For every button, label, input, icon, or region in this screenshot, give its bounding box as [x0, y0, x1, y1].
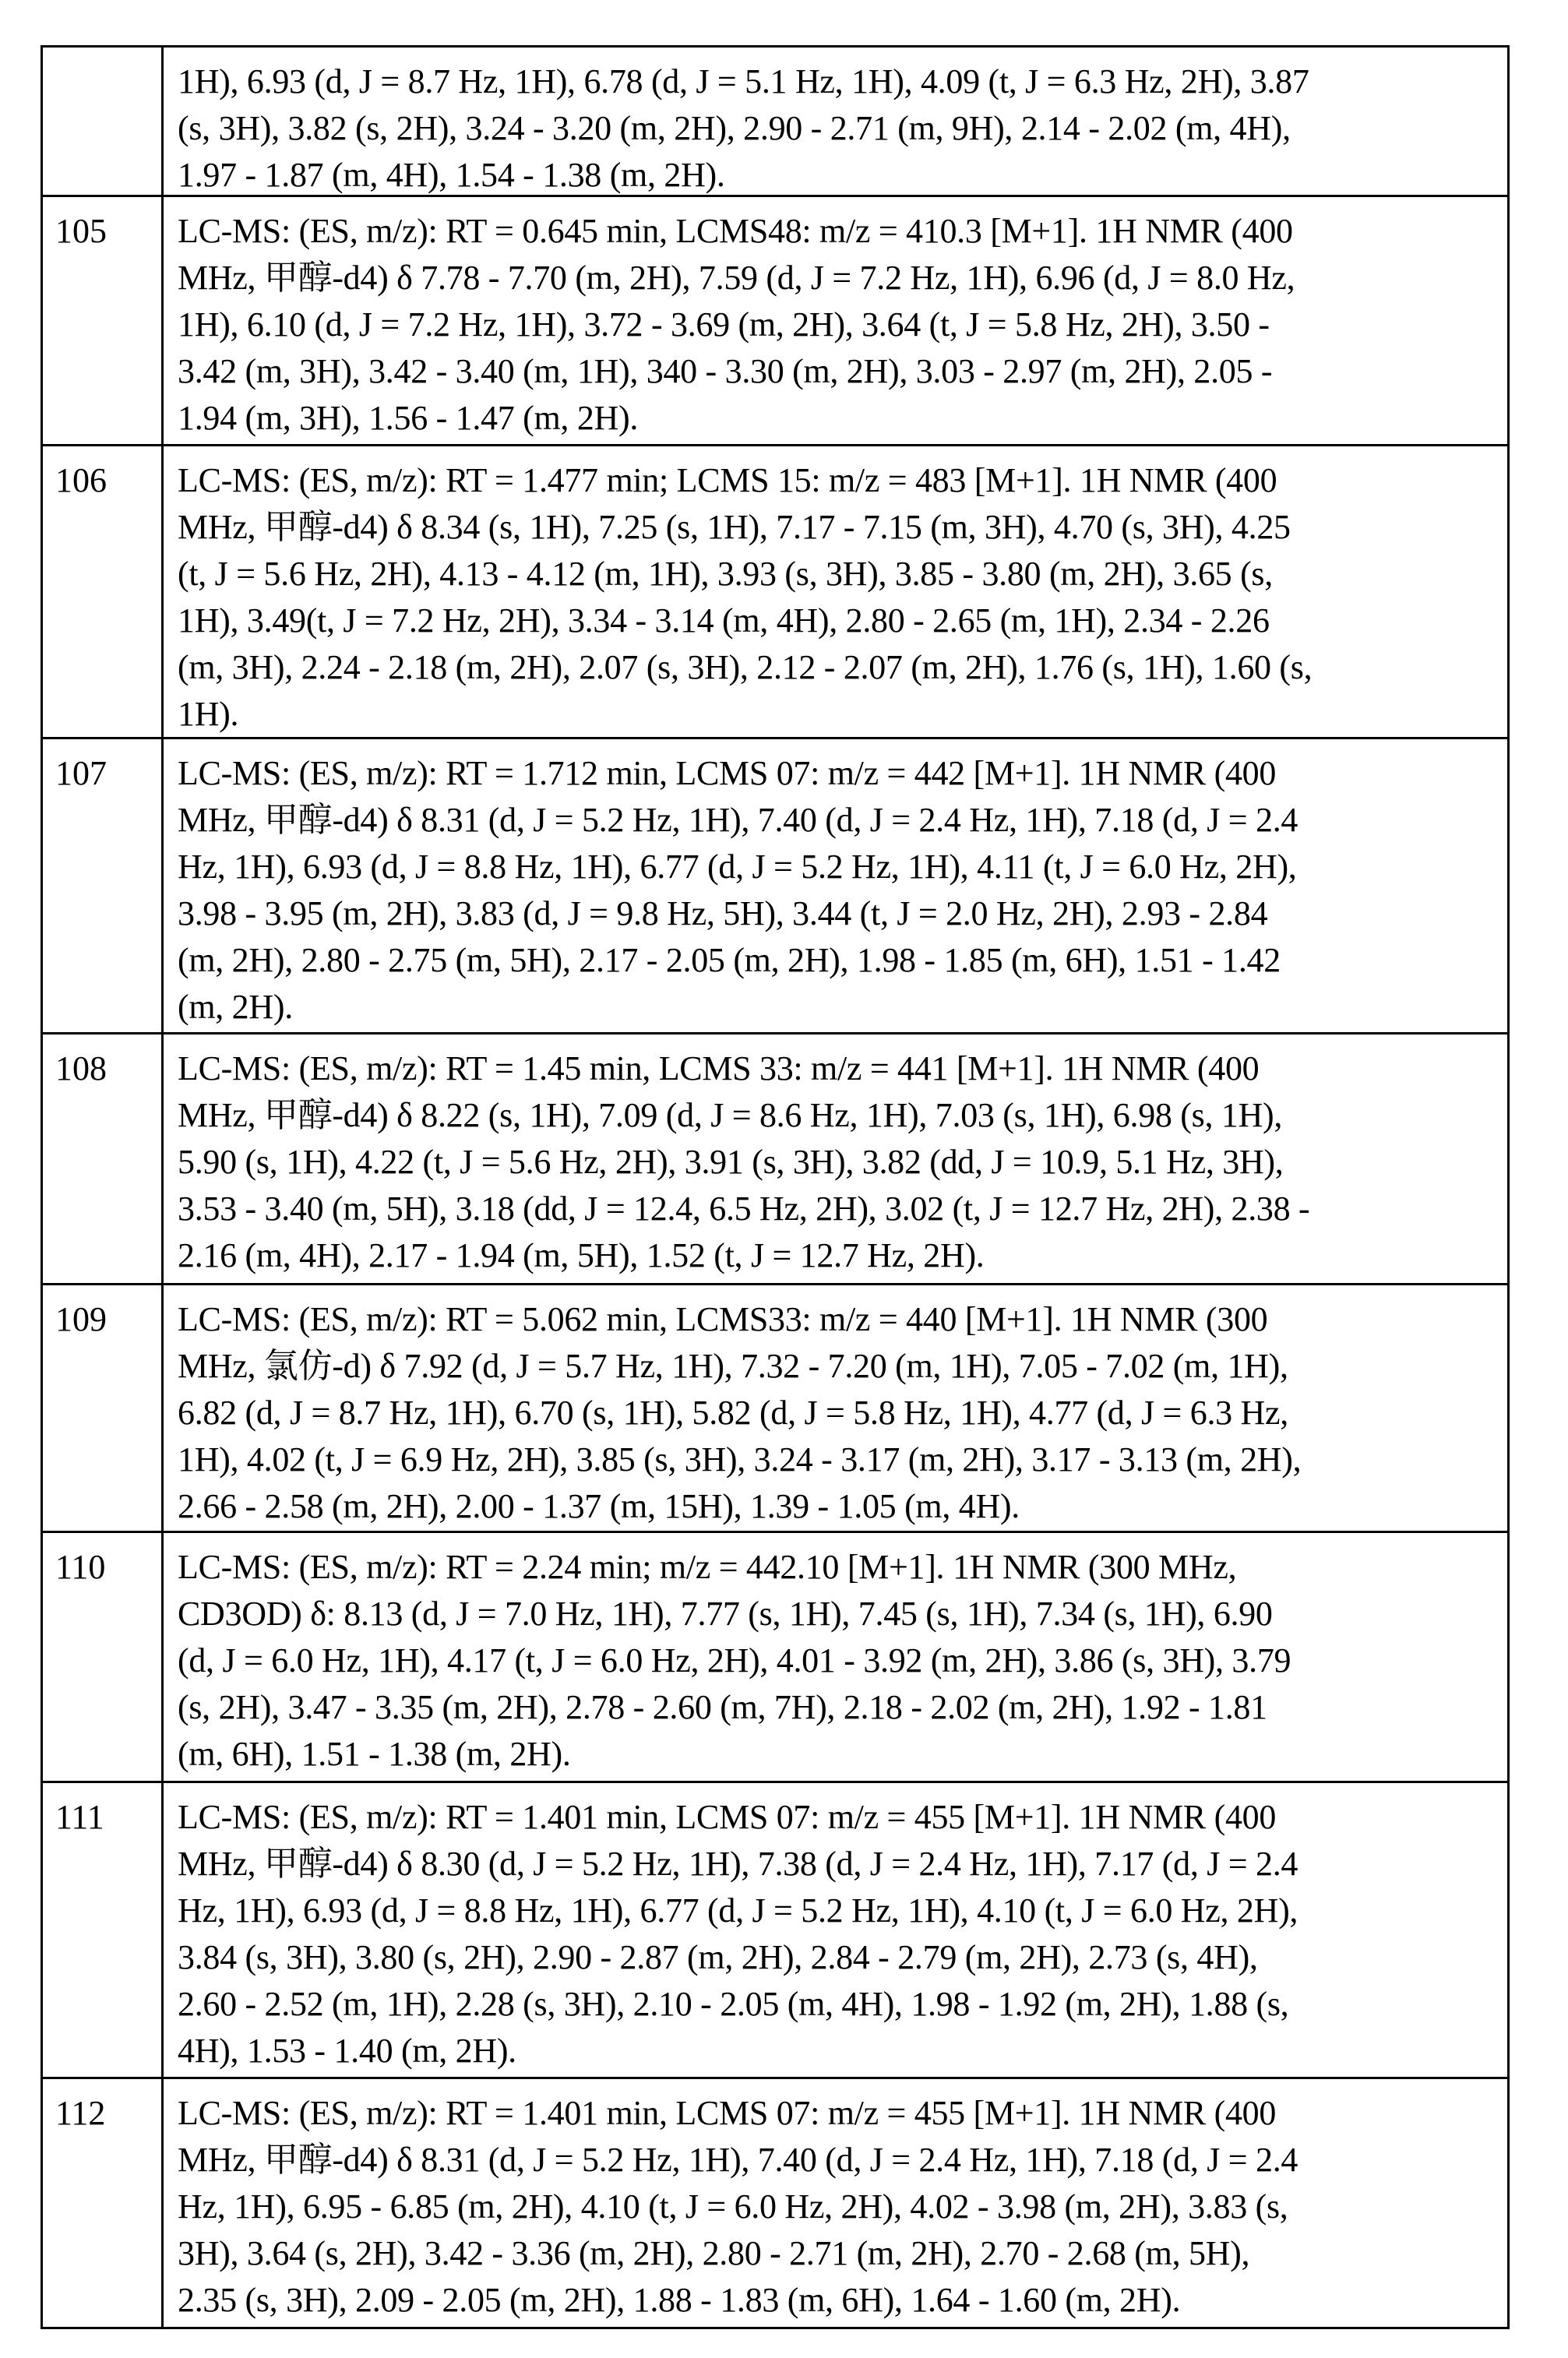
text-line: 3.98 - 3.95 (m, 2H), 3.83 (d, J = 9.8 Hz, 5H), 3.44 (t, J = 2.0 Hz, 2H), 2.93 - 2.84	[178, 890, 1507, 937]
compound-number: 109	[43, 1285, 164, 1531]
text-line: 3.53 - 3.40 (m, 5H), 3.18 (dd, J = 12.4, 6.5 Hz, 2H), 3.02 (t, J = 12.7 Hz, 2H), 2.38 -	[178, 1186, 1507, 1232]
text-line: (s, 2H), 3.47 - 3.35 (m, 2H), 2.78 - 2.60 (m, 7H), 2.18 - 2.02 (m, 2H), 1.92 - 1.81	[178, 1684, 1507, 1731]
text-line: 2.60 - 2.52 (m, 1H), 2.28 (s, 3H), 2.10 - 2.05 (m, 4H), 1.98 - 1.92 (m, 2H), 1.88 (s,	[178, 1981, 1507, 2028]
text-line: 4H), 1.53 - 1.40 (m, 2H).	[178, 2028, 1507, 2074]
compound-number	[43, 48, 164, 195]
text-line: 1H).	[178, 691, 1507, 738]
text-line: Hz, 1H), 6.95 - 6.85 (m, 2H), 4.10 (t, J = 6.0 Hz, 2H), 4.02 - 3.98 (m, 2H), 3.83 (s,	[178, 2184, 1507, 2230]
text-line: (m, 2H).	[178, 984, 1507, 1031]
compound-number: 105	[43, 197, 164, 444]
text-line: Hz, 1H), 6.93 (d, J = 8.8 Hz, 1H), 6.77 (d, J = 5.2 Hz, 1H), 4.11 (t, J = 6.0 Hz, 2H),	[178, 844, 1507, 890]
text-line: MHz, 甲醇-d4) δ 7.78 - 7.70 (m, 2H), 7.59 (d, J = 7.2 Hz, 1H), 6.96 (d, J = 8.0 Hz,	[178, 255, 1507, 301]
text-line: (s, 3H), 3.82 (s, 2H), 3.24 - 3.20 (m, 2H), 2.90 - 2.71 (m, 9H), 2.14 - 2.02 (m, 4H),	[178, 105, 1507, 152]
text-line: Hz, 1H), 6.93 (d, J = 8.8 Hz, 1H), 6.77 (d, J = 5.2 Hz, 1H), 4.10 (t, J = 6.0 Hz, 2H),	[178, 1887, 1507, 1934]
text-line: LC-MS: (ES, m/z): RT = 1.477 min; LCMS 15: m/z = 483 [M+1]. 1H NMR (400	[178, 457, 1507, 504]
text-line: MHz, 甲醇-d4) δ 8.22 (s, 1H), 7.09 (d, J = 8.6 Hz, 1H), 7.03 (s, 1H), 6.98 (s, 1H),	[178, 1092, 1507, 1139]
text-line: 1H), 6.10 (d, J = 7.2 Hz, 1H), 3.72 - 3.69 (m, 2H), 3.64 (t, J = 5.8 Hz, 2H), 3.50 -	[178, 301, 1507, 348]
text-line: CD3OD) δ: 8.13 (d, J = 7.0 Hz, 1H), 7.77 (s, 1H), 7.45 (s, 1H), 7.34 (s, 1H), 6.90	[178, 1591, 1507, 1637]
text-line: (m, 6H), 1.51 - 1.38 (m, 2H).	[178, 1731, 1507, 1778]
characterization-data	[164, 446, 1507, 737]
text-line: LC-MS: (ES, m/z): RT = 2.24 min; m/z = 442.10 [M+1]. 1H NMR (300 MHz,	[178, 1544, 1507, 1591]
text-line: LC-MS: (ES, m/z): RT = 1.401 min, LCMS 07: m/z = 455 [M+1]. 1H NMR (400	[178, 2090, 1507, 2137]
characterization-data	[164, 48, 1507, 195]
text-line: 2.16 (m, 4H), 2.17 - 1.94 (m, 5H), 1.52 (t, J = 12.7 Hz, 2H).	[178, 1232, 1507, 1279]
characterization-data	[164, 1783, 1507, 2077]
text-line: MHz, 甲醇-d4) δ 8.31 (d, J = 5.2 Hz, 1H), 7.40 (d, J = 2.4 Hz, 1H), 7.18 (d, J = 2.4	[178, 797, 1507, 844]
characterization-data	[164, 197, 1507, 444]
characterization-data	[164, 1533, 1507, 1781]
text-line: 3H), 3.64 (s, 2H), 3.42 - 3.36 (m, 2H), 2.80 - 2.71 (m, 2H), 2.70 - 2.68 (m, 5H),	[178, 2230, 1507, 2277]
table-row	[43, 1034, 1507, 1285]
text-line: MHz, 甲醇-d4) δ 8.31 (d, J = 5.2 Hz, 1H), 7.40 (d, J = 2.4 Hz, 1H), 7.18 (d, J = 2.4	[178, 2137, 1507, 2184]
text-line: LC-MS: (ES, m/z): RT = 1.45 min, LCMS 33: m/z = 441 [M+1]. 1H NMR (400	[178, 1045, 1507, 1092]
text-line: MHz, 甲醇-d4) δ 8.34 (s, 1H), 7.25 (s, 1H), 7.17 - 7.15 (m, 3H), 4.70 (s, 3H), 4.25	[178, 504, 1507, 551]
text-line: (t, J = 5.6 Hz, 2H), 4.13 - 4.12 (m, 1H), 3.93 (s, 3H), 3.85 - 3.80 (m, 2H), 3.65 (s,	[178, 551, 1507, 597]
text-line: (m, 3H), 2.24 - 2.18 (m, 2H), 2.07 (s, 3H), 2.12 - 2.07 (m, 2H), 1.76 (s, 1H), 1.60 (s,	[178, 644, 1507, 691]
text-line: 1.97 - 1.87 (m, 4H), 1.54 - 1.38 (m, 2H).	[178, 152, 1507, 199]
text-line: (d, J = 6.0 Hz, 1H), 4.17 (t, J = 6.0 Hz, 2H), 4.01 - 3.92 (m, 2H), 3.86 (s, 3H), 3.79	[178, 1637, 1507, 1684]
compound-number: 110	[43, 1533, 164, 1781]
compound-number: 112	[43, 2079, 164, 2327]
text-line: LC-MS: (ES, m/z): RT = 0.645 min, LCMS48: m/z = 410.3 [M+1]. 1H NMR (400	[178, 208, 1507, 255]
characterization-data	[164, 1285, 1507, 1531]
table-row	[43, 2079, 1507, 2329]
characterization-data	[164, 2079, 1507, 2327]
text-line: 2.35 (s, 3H), 2.09 - 2.05 (m, 2H), 1.88 - 1.83 (m, 6H), 1.64 - 1.60 (m, 2H).	[178, 2277, 1507, 2324]
text-line: 2.66 - 2.58 (m, 2H), 2.00 - 1.37 (m, 15H), 1.39 - 1.05 (m, 4H).	[178, 1483, 1507, 1530]
text-line: 3.84 (s, 3H), 3.80 (s, 2H), 2.90 - 2.87 (m, 2H), 2.84 - 2.79 (m, 2H), 2.73 (s, 4H),	[178, 1934, 1507, 1981]
text-line: 1H), 6.93 (d, J = 8.7 Hz, 1H), 6.78 (d, J = 5.1 Hz, 1H), 4.09 (t, J = 6.3 Hz, 2H), 3.87	[178, 58, 1507, 105]
text-line: 5.90 (s, 1H), 4.22 (t, J = 5.6 Hz, 2H), 3.91 (s, 3H), 3.82 (dd, J = 10.9, 5.1 Hz, 3H),	[178, 1139, 1507, 1186]
text-line: (m, 2H), 2.80 - 2.75 (m, 5H), 2.17 - 2.05 (m, 2H), 1.98 - 1.85 (m, 6H), 1.51 - 1.42	[178, 937, 1507, 984]
text-line: LC-MS: (ES, m/z): RT = 5.062 min, LCMS33: m/z = 440 [M+1]. 1H NMR (300	[178, 1296, 1507, 1343]
table-row	[43, 197, 1507, 446]
compound-number: 107	[43, 739, 164, 1032]
table-row	[43, 446, 1507, 739]
characterization-data	[164, 1034, 1507, 1283]
table-row	[43, 48, 1507, 197]
nmr-data-table	[41, 45, 1510, 2329]
text-line: 1H), 3.49(t, J = 7.2 Hz, 2H), 3.34 - 3.14 (m, 4H), 2.80 - 2.65 (m, 1H), 2.34 - 2.26	[178, 597, 1507, 644]
compound-number: 108	[43, 1034, 164, 1283]
text-line: MHz, 甲醇-d4) δ 8.30 (d, J = 5.2 Hz, 1H), 7.38 (d, J = 2.4 Hz, 1H), 7.17 (d, J = 2.4	[178, 1841, 1507, 1887]
text-line: LC-MS: (ES, m/z): RT = 1.712 min, LCMS 07: m/z = 442 [M+1]. 1H NMR (400	[178, 750, 1507, 797]
characterization-data	[164, 739, 1507, 1032]
table-row	[43, 1783, 1507, 2079]
compound-number: 111	[43, 1783, 164, 2077]
text-line: 3.42 (m, 3H), 3.42 - 3.40 (m, 1H), 340 - 3.30 (m, 2H), 3.03 - 2.97 (m, 2H), 2.05 -	[178, 348, 1507, 395]
text-line: MHz, 氯仿-d) δ 7.92 (d, J = 5.7 Hz, 1H), 7.32 - 7.20 (m, 1H), 7.05 - 7.02 (m, 1H),	[178, 1343, 1507, 1390]
text-line: 6.82 (d, J = 8.7 Hz, 1H), 6.70 (s, 1H), 5.82 (d, J = 5.8 Hz, 1H), 4.77 (d, J = 6.3 Hz,	[178, 1390, 1507, 1436]
text-line: 1H), 4.02 (t, J = 6.9 Hz, 2H), 3.85 (s, 3H), 3.24 - 3.17 (m, 2H), 3.17 - 3.13 (m, 2H),	[178, 1436, 1507, 1483]
table-row	[43, 1533, 1507, 1783]
table-row	[43, 1285, 1507, 1533]
text-line: 1.94 (m, 3H), 1.56 - 1.47 (m, 2H).	[178, 395, 1507, 442]
compound-number: 106	[43, 446, 164, 737]
table-row	[43, 739, 1507, 1034]
text-line: LC-MS: (ES, m/z): RT = 1.401 min, LCMS 07: m/z = 455 [M+1]. 1H NMR (400	[178, 1794, 1507, 1841]
